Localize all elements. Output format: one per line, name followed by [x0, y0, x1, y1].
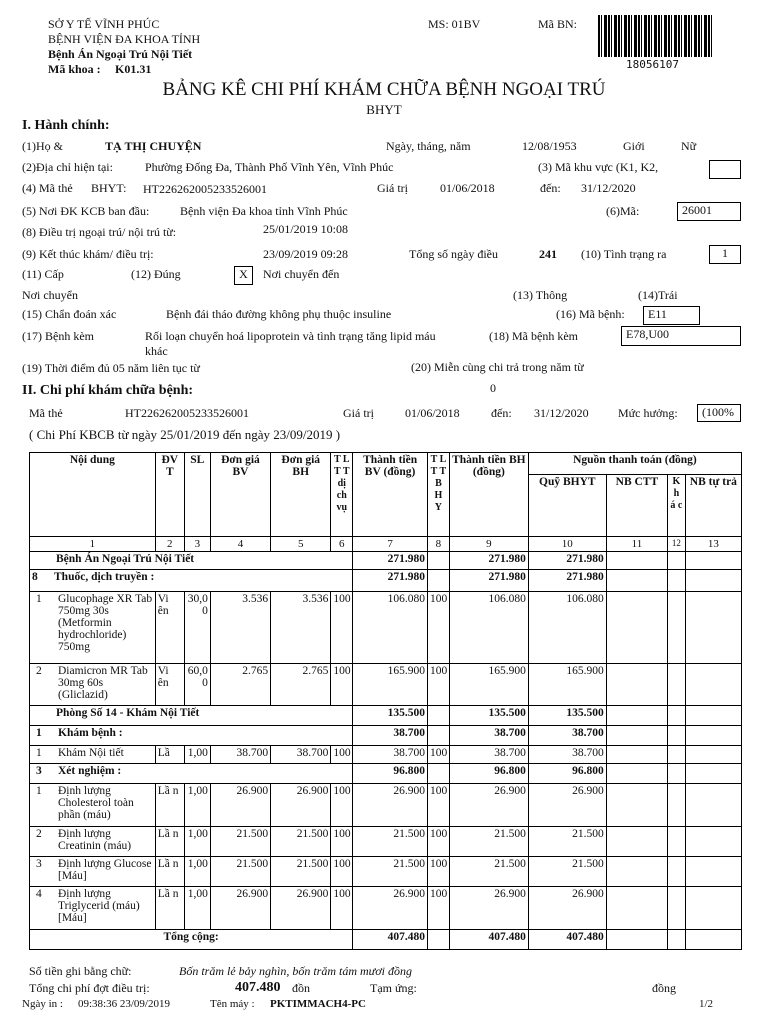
ma-khoa-label: Mã khoa :: [48, 62, 101, 76]
col-source: Nguồn thanh toán (đồng): [528, 453, 741, 475]
advance-label: Tạm ứng:: [370, 981, 417, 995]
copay-exempt-label: (20) Miễn cùng chi trả trong năm từ: [411, 360, 584, 374]
comorbidity-code: E78,U00: [621, 326, 741, 346]
col-total-bv: Thành tiền BV (đồng): [353, 453, 428, 537]
bhyt-label: BHYT:: [91, 181, 127, 195]
discharge-status: 1: [709, 245, 741, 264]
period-text: ( Chi Phí KBCB từ ngày 25/01/2019 đến ngày 23/09/2019 ): [29, 427, 341, 442]
amount-words-label: Số tiền ghi bằng chữ:: [29, 964, 132, 978]
valid-to: 31/12/2020: [581, 181, 636, 195]
treatment-start: 25/01/2019 10:08: [263, 222, 349, 236]
diagnosis-label: (15) Chẩn đoán xác: [22, 307, 117, 321]
col-rate-bhyt: T L T T B H Y: [428, 453, 450, 537]
ma-khoa-value: K01.31: [115, 62, 152, 76]
address-value: Phường Đống Đa, Thành Phố Vĩnh Yên, Vĩnh Phúc: [145, 160, 394, 174]
emergency-label: (11) Cấp: [22, 267, 64, 281]
ward-row: Bệnh Án Ngoại Trú Nội Tiết 271.980 271.980 271.980: [30, 552, 742, 570]
card-label: (4) Mã thẻ: [22, 181, 73, 195]
ward-name: Bệnh Án Ngoại Trú Nội Tiết: [48, 47, 193, 61]
correct-route-label: (12) Đúng: [131, 267, 181, 281]
gender-value: Nữ: [681, 139, 697, 153]
column-number-row: 1 2 3 4 5 6 7 8 9 10 11 12 13: [30, 537, 742, 552]
section-administrative: I. Hành chính:: [22, 118, 110, 133]
region-label: (3) Mã khu vực (K1, K2,: [538, 160, 659, 174]
discharge-status-label: (10) Tình trạng ra: [581, 247, 667, 261]
col-total-bh: Thành tiền BH (đồng): [449, 453, 528, 537]
diagnosis-value: Bệnh đái tháo đường không phụ thuộc insuline: [166, 307, 392, 321]
registered-label: (5) Nơi ĐK KCB ban đầu:: [22, 204, 150, 218]
comorbidity-code-label: (18) Mã bệnh kèm: [489, 329, 578, 343]
comorbidity-label: (17) Bệnh kèm: [22, 329, 94, 343]
page-title: BẢNG KÊ CHI PHÍ KHÁM CHỮA BỆNH NGOẠI TRÚ: [162, 79, 606, 100]
col-nb-ctt: NB CTT: [606, 475, 667, 537]
card2-from: 01/06/2018: [405, 406, 460, 420]
dob-label: Ngày, tháng, năm: [386, 139, 471, 153]
barcode-number: 18056107: [626, 58, 679, 71]
currency-unit: đồn: [292, 981, 310, 995]
days-value: 241: [539, 247, 557, 261]
dob-value: 12/08/1953: [522, 139, 577, 153]
code-label: (6)Mã:: [606, 204, 640, 218]
gender-label: Giới: [623, 139, 645, 153]
table-row: 1 Khám Nội tiết Lầ 1,00 38.700 38.700 100 38.700 100 38.700 38.700: [30, 746, 742, 764]
section-costs: II. Chi phí khám chữa bệnh:: [22, 383, 194, 398]
card2-to: 31/12/2020: [534, 406, 589, 420]
card2-valid-label: Giá trị: [343, 406, 374, 420]
disease-code: E11: [643, 306, 700, 325]
dept-name: SỞ Y TẾ VĨNH PHÚC: [48, 17, 160, 31]
group-lab-row: 3 Xét nghiệm : 96.800 96.800 96.800: [30, 764, 742, 784]
machine-label: Tên máy :: [210, 998, 255, 1010]
five-year-label: (19) Thời điểm đủ 05 năm liên tục từ: [22, 361, 200, 375]
treatment-end-label: (9) Kết thúc khám/ điều trị:: [22, 247, 154, 261]
benefit-label: Mức hưởng:: [618, 406, 678, 420]
col-unit: ĐV T: [155, 453, 184, 537]
table-row: 2 Diamicron MR Tab 30mg 60s (Gliclazid) Vi ên 60,0 0 2.765 2.765 100 165.900 100 165.900 165.900: [30, 664, 742, 706]
col-rate-service: T L T T dị ch vụ: [331, 453, 353, 537]
notice-label: (13) Thông: [513, 288, 568, 302]
cost-table: [29, 452, 742, 950]
col-fund: Quỹ BHYT: [528, 475, 606, 537]
comorbidity-value: Rối loạn chuyển hoá lipoprotein và tình trạng tăng lipid máu: [145, 329, 436, 343]
table-row: 1 Glucophage XR Tab 750mg 30s (Metformin hydrochloride) 750mg Vi ên 30,0 0 3.536 3.536 100 106.080 100 106.080 106.080: [30, 592, 742, 664]
name-label: (1)Họ &: [22, 139, 63, 153]
treatment-start-label: (8) Điều trị ngoại trú/ nội trú từ:: [22, 225, 177, 239]
ms-code: MS: 01BV: [428, 17, 481, 31]
transfer-to-label: Nơi chuyển đến: [263, 267, 340, 281]
table-row: 4 Định lượng Triglycerid (máu) [Máu] Lầ n 1,00 26.900 26.900 100 26.900 100 26.900 26.900: [30, 887, 742, 930]
address-label: (2)Địa chỉ hiện tại:: [22, 160, 113, 174]
zero-value: 0: [490, 381, 496, 395]
ma-bn-label: Mã BN:: [538, 17, 577, 31]
barcode-image: [598, 15, 714, 57]
code-value: 26001: [677, 202, 741, 221]
col-self-pay: NB tự trả: [685, 475, 741, 537]
print-date-label: Ngày in :: [22, 998, 63, 1010]
card2-label: Mã thẻ: [29, 406, 63, 420]
disease-code-label: (16) Mã bệnh:: [556, 307, 625, 321]
col-price-bh: Đơn giá BH: [271, 453, 331, 537]
total-cost-value: 407.480: [235, 980, 281, 995]
machine-name: PKTIMMACH4-PC: [270, 998, 366, 1010]
registered-value: Bệnh viện Đa khoa tỉnh Vĩnh Phúc: [180, 204, 348, 218]
valid-from: 01/06/2018: [440, 181, 495, 195]
region-box: [709, 160, 741, 179]
card2-number: HT226262005233526001: [125, 406, 249, 420]
comorbidity-value-2: khác: [145, 344, 168, 358]
treatment-end: 23/09/2019 09:28: [263, 247, 349, 261]
card2-to-label: đến:: [491, 406, 512, 420]
table-row: 1 Định lượng Cholesterol toàn phần (máu) Lầ n 1,00 26.900 26.900 100 26.900 100 26.900 26.900: [30, 784, 742, 827]
total-cost-label: Tổng chi phí đợt điều trị:: [29, 981, 150, 995]
page-number: 1/2: [699, 998, 714, 1010]
col-price-bv: Đơn giá BV: [210, 453, 270, 537]
valid-to-label: đến:: [540, 181, 561, 195]
hospital-name: BỆNH VIỆN ĐA KHOA TỈNH: [48, 32, 201, 46]
wrong-route-label: (14)Trái: [638, 288, 678, 302]
advance-unit: đồng: [652, 981, 676, 995]
amount-words: Bốn trăm lẻ bảy nghìn, bốn trăm tám mươi đồng: [179, 964, 412, 978]
days-label: Tổng số ngày điều: [409, 247, 498, 261]
room-row: Phòng Số 14 - Khám Nội Tiết 135.500 135.500 135.500: [30, 706, 742, 726]
group-drugs-row: 8 Thuốc, dịch truyền : 271.980 271.980 271.980: [30, 570, 742, 592]
print-date: 09:38:36 23/09/2019: [78, 998, 170, 1010]
group-exam-row: 1 Khám bệnh : 38.700 38.700 38.700: [30, 726, 742, 746]
benefit-value: (100%: [697, 404, 741, 422]
col-content: Nội dung: [30, 453, 156, 537]
col-qty: SL: [184, 453, 210, 537]
card-number: HT226262005233526001: [143, 182, 267, 196]
patient-name: TẠ THỊ CHUYỆN: [105, 139, 202, 153]
transfer-from-label: Nơi chuyển: [22, 288, 78, 302]
total-row: Tổng cộng: 407.480 407.480 407.480: [30, 930, 742, 950]
table-row: 2 Định lượng Creatinin (máu) Lầ n 1,00 21.500 21.500 100 21.500 100 21.500 21.500: [30, 827, 742, 857]
col-other: K h á c: [668, 475, 686, 537]
correct-route-check: X: [234, 266, 253, 285]
table-row: 3 Định lượng Glucose [Máu] Lầ n 1,00 21.500 21.500 100 21.500 100 21.500 21.500: [30, 857, 742, 887]
page-subtitle: BHYT: [366, 102, 402, 117]
valid-label: Giá trị: [377, 181, 408, 195]
